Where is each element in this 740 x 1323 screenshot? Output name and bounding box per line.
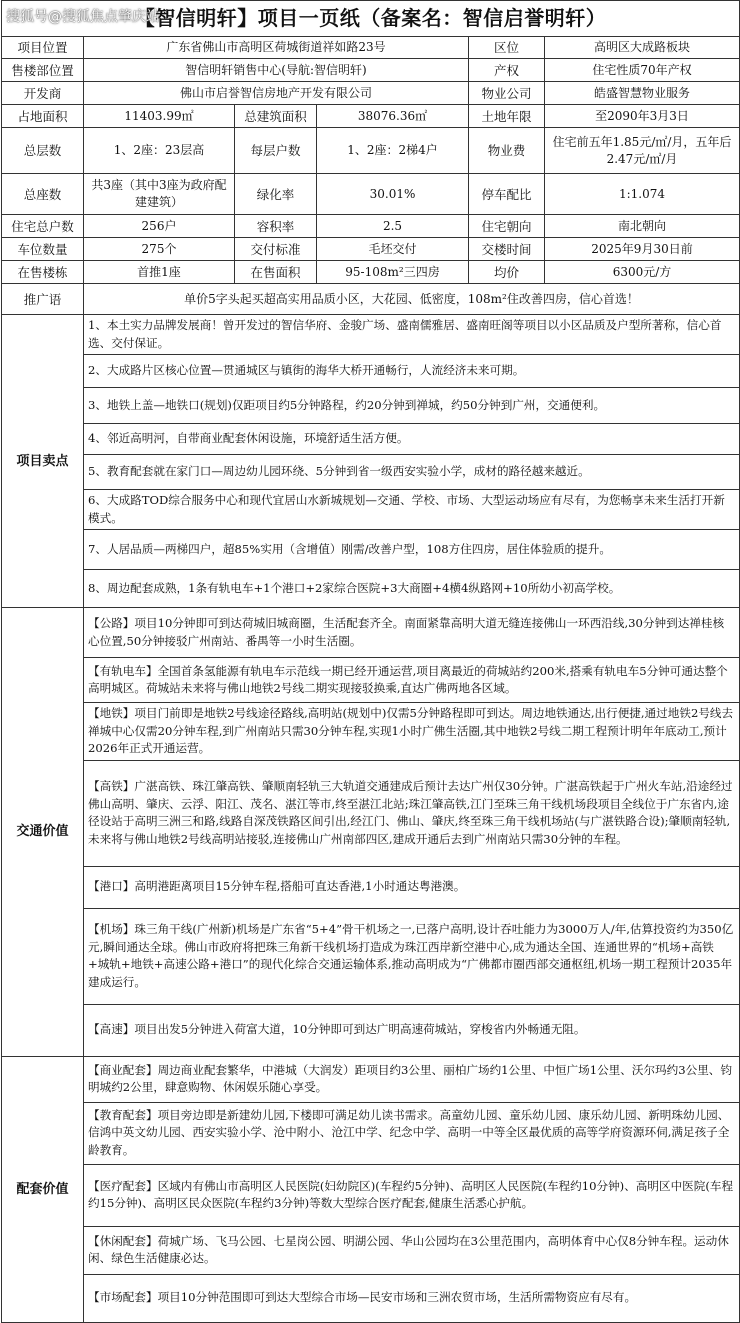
value: 1、2座：2梯4户 <box>317 128 469 174</box>
transport-item: 【公路】项目10分钟即可到达荷城旧城商圈，生活配套齐全。南面紧靠高明大道无缝连接佛山一环西沿线,30分钟到达禅桂核心位置,50分钟接驳广州南站、番禺等一小时生活圈。 <box>84 608 740 658</box>
page-title: 【智信明轩】项目一页纸（备案名：智信启誉明轩） <box>2 1 740 37</box>
value: 智信明轩销售中心(导航:智信明轩) <box>84 59 469 82</box>
value: 住宅前五年1.85元/㎡/月，五年后2.47元/㎡/月 <box>545 128 740 174</box>
facility-item: 【市场配套】项目10分钟范围即可到达大型综合市场—民安市场和三洲农贸市场，生活所需物资应有尽有。 <box>84 1274 740 1322</box>
label: 交楼时间 <box>469 238 545 261</box>
value: 毛坯交付 <box>317 238 469 261</box>
label: 绿化率 <box>235 174 317 215</box>
value: 高明区大成路板块 <box>545 37 740 59</box>
value: 广东省佛山市高明区荷城街道祥如路23号 <box>84 37 469 59</box>
slogan-label: 推广语 <box>2 284 84 315</box>
label: 每层户数 <box>235 128 317 174</box>
label: 开发商 <box>2 82 84 105</box>
value: 南北朝向 <box>545 215 740 238</box>
project-sheet-table <box>1 0 740 1323</box>
label: 物业费 <box>469 128 545 174</box>
transport-label: 交通价值 <box>2 608 84 1057</box>
label: 物业公司 <box>469 82 545 105</box>
label: 交付标准 <box>235 238 317 261</box>
value: 11403.99㎡ <box>84 105 235 128</box>
label: 总层数 <box>2 128 84 174</box>
slogan: 单价5字头起买超高实用品质小区，大花园、低密度，108m²住改善四房，信心首选！ <box>84 284 740 315</box>
value: 共3座（其中3座为政府配建建筑） <box>84 174 235 215</box>
label: 在售面积 <box>235 261 317 284</box>
label: 均价 <box>469 261 545 284</box>
value: 1、2座：23层高 <box>84 128 235 174</box>
facilities-label: 配套价值 <box>2 1056 84 1322</box>
transport-item: 【高速】项目出发5分钟进入荷富大道，10分钟即可到达广明高速荷城站，穿梭省内外畅通无阻。 <box>84 1004 740 1056</box>
transport-item: 【港口】高明港距离项目15分钟车程,搭船可直达香港,1小时通达粤港澳。 <box>84 866 740 908</box>
selling-point: 5、教育配套就在家门口—周边幼儿园环绕、5分钟到省一级西安实验小学，成材的路径越来越近。 <box>84 455 740 490</box>
label: 总座数 <box>2 174 84 215</box>
transport-item: 【地铁】项目门前即是地铁2号线途径路线,高明站(规划中)仅需5分钟路程即可到达。周边地铁通达,出行便捷,通过地铁2号线去禅城中心仅需20分钟车程,到广州南站只需30分钟车程,实现1小时广佛生活圈,其中地铁2号线二期工程预计明年年底动工,预计2026年正式开通运营。 <box>84 703 740 761</box>
watermark: 搜狐号@搜狐焦点肇庆站 <box>6 9 160 25</box>
value: 皓盛智慧物业服务 <box>545 82 740 105</box>
value: 38076.36㎡ <box>317 105 469 128</box>
label: 车位数量 <box>2 238 84 261</box>
value: 首推1座 <box>84 261 235 284</box>
selling-points-label: 项目卖点 <box>2 315 84 608</box>
label: 占地面积 <box>2 105 84 128</box>
facility-item: 【教育配套】项目旁边即是新建幼儿园,下楼即可满足幼儿读书需求。高童幼儿园、童乐幼儿园、康乐幼儿园、新明珠幼儿园、信鸿中英文幼儿园、西安实验小学、沧中附小、沧江中学、纪念中学、高明一中等全区最优质的高等学府资源环伺,满足孩子全龄教育。 <box>84 1102 740 1164</box>
transport-item: 【高铁】广湛高铁、珠江肇高铁、肇顺南轻轨三大轨道交通建成后预计去达广州仅30分钟。广湛高铁起于广州火车站,沿途经过佛山高明、肇庆、云浮、阳江、茂名、湛江等市,终至湛江北站;珠江肇高铁,江门至珠三角干线机场段项目全线位于广东省内,途径设站于高明三洲三和路,线路自深茂铁路区间引出,经江门、佛山、肇庆,终至珠三角干线机场站(与广湛铁路合设);肇顺南轻轨,未来将与佛山地铁2号线高明站接驳,连接佛山广州南部四区,建成开通后去到广州南站只需30分钟的车程。 <box>84 760 740 866</box>
value: 2025年9月30日前 <box>545 238 740 261</box>
label: 区位 <box>469 37 545 59</box>
label: 在售楼栋 <box>2 261 84 284</box>
value: 256户 <box>84 215 235 238</box>
facility-item: 【医疗配套】区域内有佛山市高明区人民医院(妇幼院区)(车程约5分钟)、高明区人民医院(车程约10分钟)、高明区中医院(车程约15分钟)、高明区民众医院(车程约3分钟)等数大型综合医疗配套,健康生活悉心护航。 <box>84 1164 740 1226</box>
value: 6300元/方 <box>545 261 740 284</box>
selling-point: 8、周边配套成熟，1条有轨电车+1个港口+2家综合医院+3大商圈+4横4纵路网+10所幼小初高学校。 <box>84 570 740 608</box>
label: 项目位置 <box>2 37 84 59</box>
selling-point: 7、人居品质—两梯四户，超85%实用（含增值）刚需/改善户型，108方住四房，居住体验质的提升。 <box>84 530 740 570</box>
facility-item: 【休闲配套】荷城广场、飞马公园、七星岗公园、明湖公园、华山公园均在3公里范围内，高明体育中心仅8分钟车程。运动休闲、绿色生活健康必达。 <box>84 1226 740 1274</box>
label: 产权 <box>469 59 545 82</box>
label: 住宅总户数 <box>2 215 84 238</box>
selling-point: 3、地铁上盖—地铁口(规划)仅距项目约5分钟路程，约20分钟到禅城，约50分钟到广州，交通便利。 <box>84 388 740 424</box>
value: 1:1.074 <box>545 174 740 215</box>
transport-item: 【有轨电车】全国首条氢能源有轨电车示范线一期已经开通运营,项目离最近的荷城站约200米,搭乘有轨电车5分钟可通达整个高明城区。荷城站未来将与佛山地铁2号线二期实现接驳换乘,直达广佛两地各区域。 <box>84 658 740 703</box>
value: 30.01% <box>317 174 469 215</box>
label: 住宅朝向 <box>469 215 545 238</box>
selling-point: 4、邻近高明河，自带商业配套休闲设施，环境舒适生活方便。 <box>84 424 740 455</box>
selling-point: 2、大成路片区核心位置—贯通城区与镇街的海华大桥开通畅行，人流经济未来可期。 <box>84 355 740 388</box>
label: 容积率 <box>235 215 317 238</box>
selling-point: 1、本土实力品牌发展商！曾开发过的智信华府、金骏广场、盛南儒雅居、盛南旺阁等项目以小区品质及户型所著称，信心首选、交付保证。 <box>84 315 740 355</box>
value: 95-108m²三四房 <box>317 261 469 284</box>
value: 275个 <box>84 238 235 261</box>
value: 住宅性质70年产权 <box>545 59 740 82</box>
label: 总建筑面积 <box>235 105 317 128</box>
value: 佛山市启誉智信房地产开发有限公司 <box>84 82 469 105</box>
facility-item: 【商业配套】周边商业配套繁华，中港城（大润发）距项目约3公里、丽柏广场约1公里、中恒广场1公里、沃尔玛约3公里、钧明城约2公里，肆意购物、休闲娱乐随心享受。 <box>84 1056 740 1102</box>
value: 2.5 <box>317 215 469 238</box>
label: 土地年限 <box>469 105 545 128</box>
transport-item: 【机场】珠三角干线(广州新)机场是广东省“5+4”骨干机场之一,已落户高明,设计吞吐能力为3000万人/年,估算投资约为350亿元,瞬间通达全球。佛山市政府将把珠三角新干线机场打造成为珠江西岸新空港中心,成为通达全国、连通世界的“机场+高铁+城轨+地铁+高速公路+港口”的现代化综合交通运输体系,推动高明成为“广佛都市圈西部交通枢纽,机场一期工程预计2035年建成运行。 <box>84 908 740 1004</box>
label: 停车配比 <box>469 174 545 215</box>
value: 至2090年3月3日 <box>545 105 740 128</box>
selling-point: 6、大成路TOD综合服务中心和现代宜居山水新城规划—交通、学校、市场、大型运动场应有尽有，为您畅享未来生活打开新模式。 <box>84 490 740 530</box>
label: 售楼部位置 <box>2 59 84 82</box>
